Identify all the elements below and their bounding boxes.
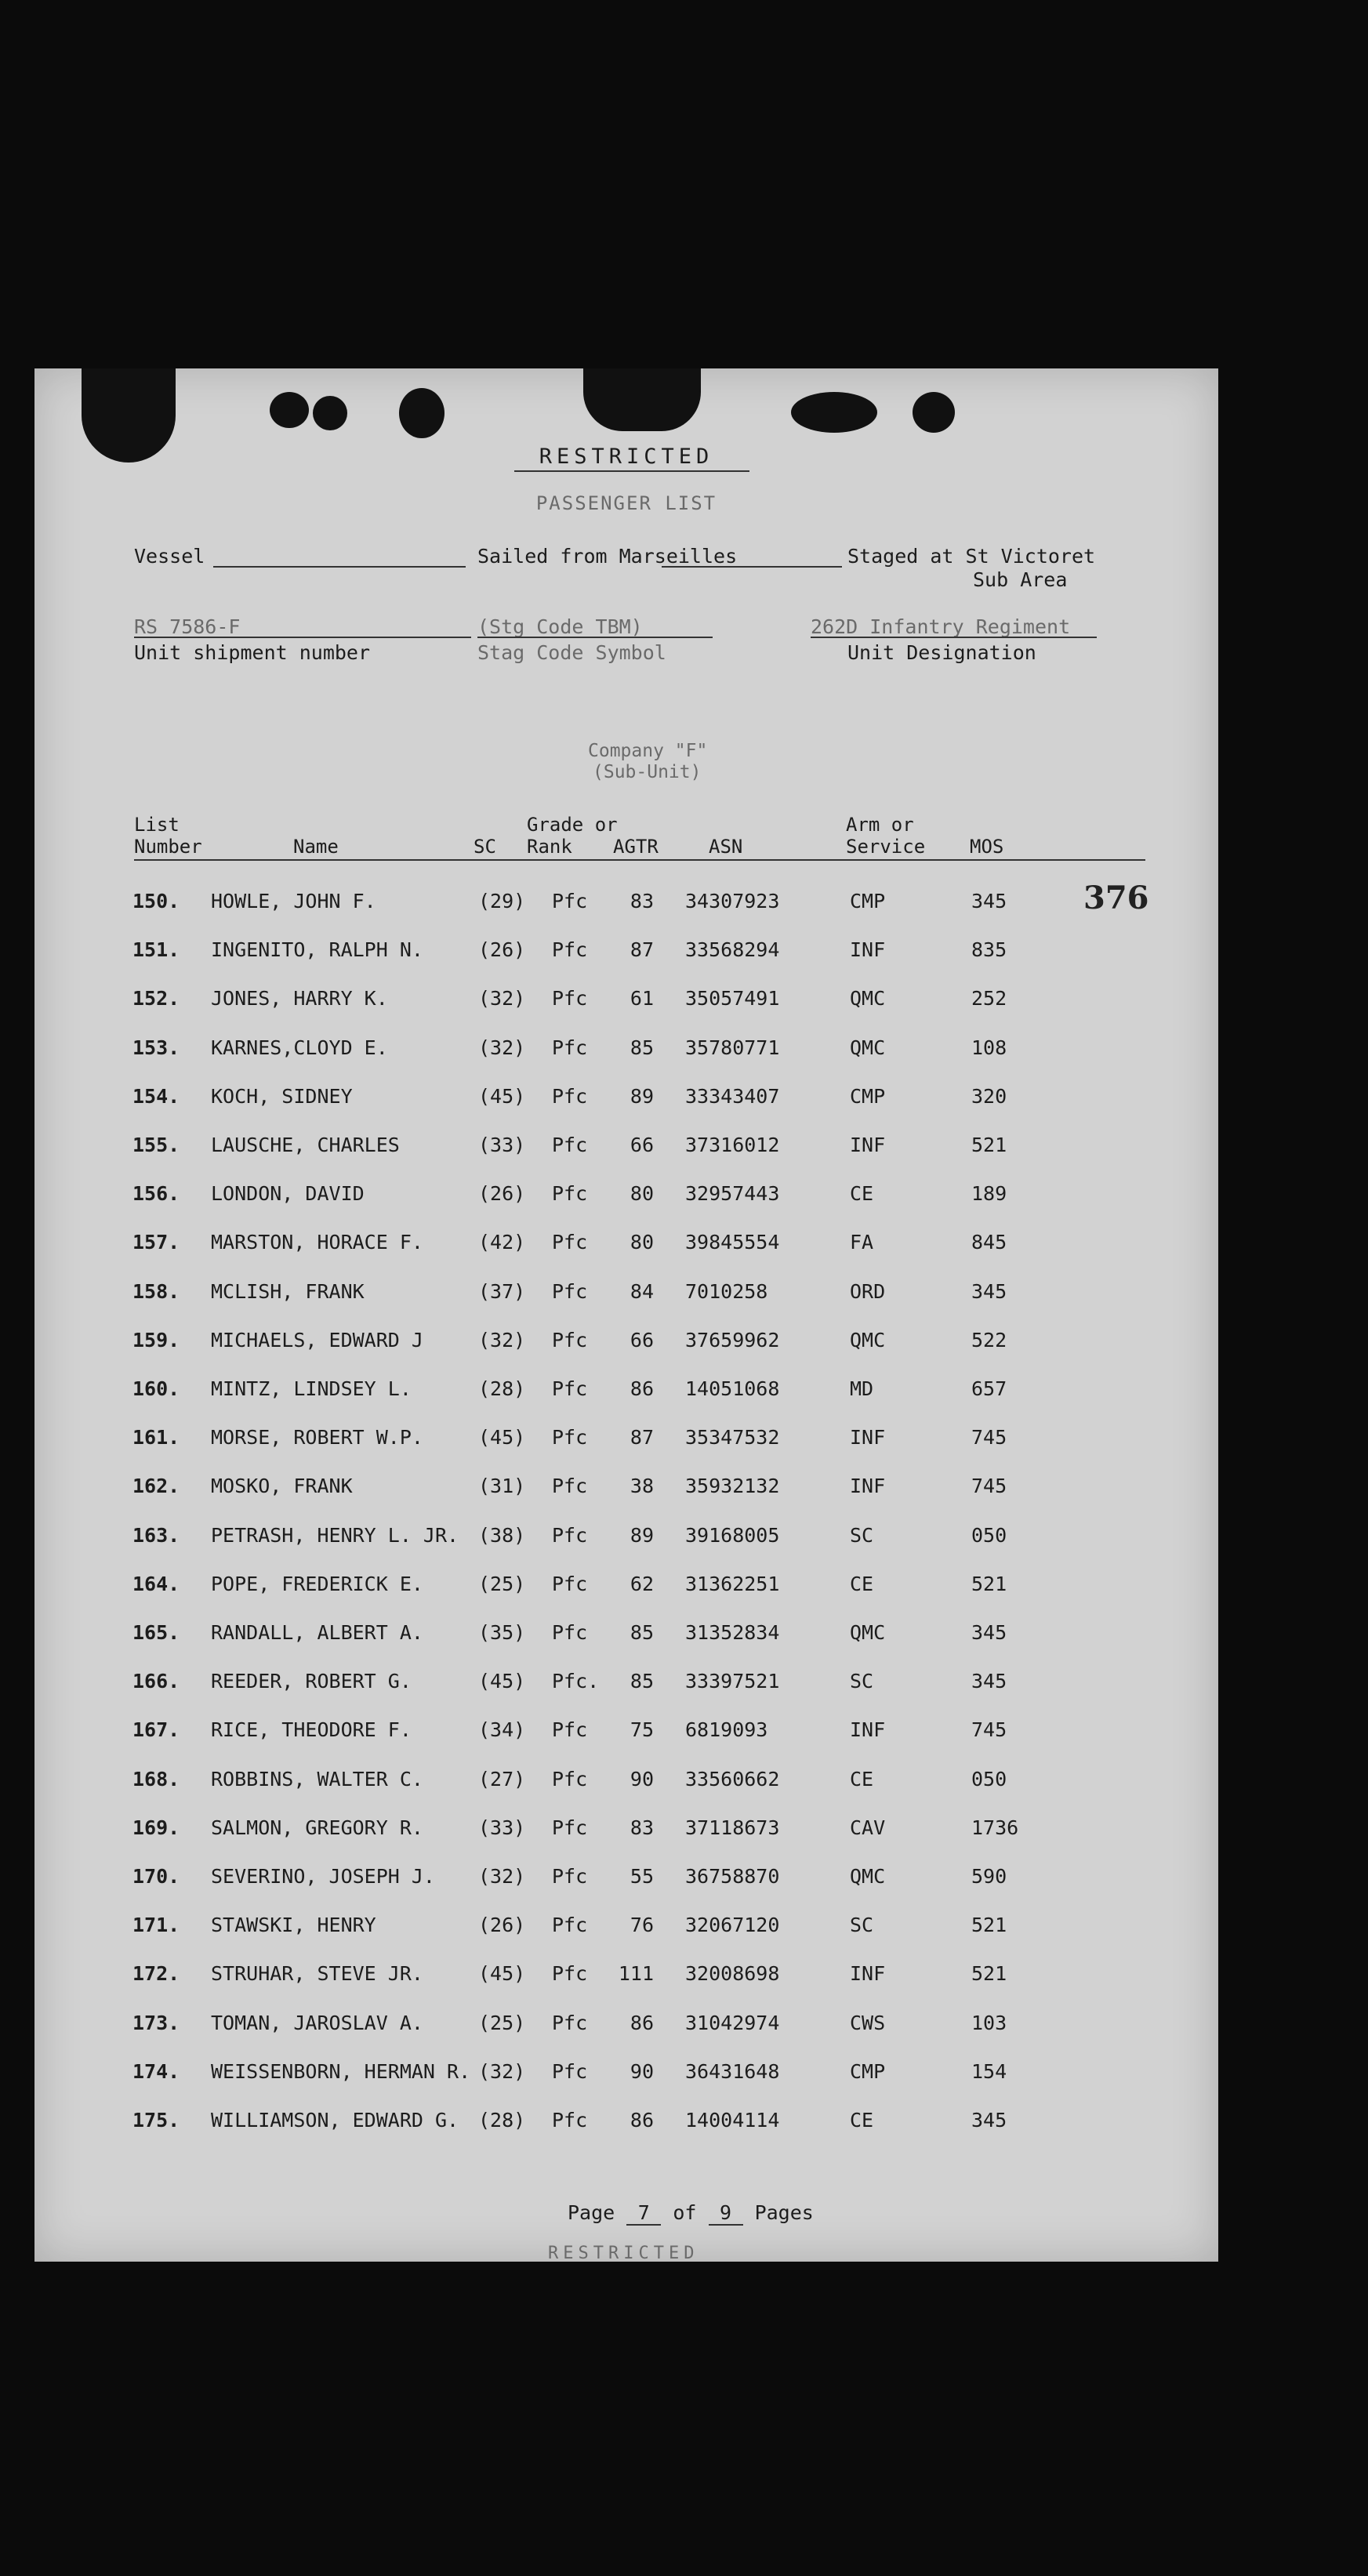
cell-name: LAUSCHE, CHARLES — [211, 1134, 400, 1156]
cell-sc: (26) — [478, 1914, 526, 1937]
cell-aptr: 89 — [630, 1523, 654, 1547]
cell-grade: Pfc — [552, 1426, 588, 1449]
staging-code-label: Stag Code Symbol — [477, 641, 666, 664]
cell-name: MARSTON, HORACE F. — [211, 1231, 423, 1254]
cell-arm: CAV — [850, 1816, 886, 1839]
sailed-from: Sailed from Marseilles — [477, 545, 738, 568]
staged-at-sub: Sub Area — [973, 568, 1068, 591]
cell-sc: (42) — [478, 1231, 526, 1254]
cell-num: 165. — [132, 1621, 180, 1644]
cell-asn: 6819093 — [685, 1718, 768, 1742]
cell-aptr: 66 — [630, 1328, 654, 1351]
cell-sc: (37) — [478, 1279, 526, 1303]
cell-arm: CE — [850, 1767, 874, 1791]
cell-asn: 37316012 — [685, 1134, 780, 1156]
table-row — [34, 2109, 1218, 2140]
cell-asn: 35057491 — [685, 987, 780, 1010]
cell-grade: Pfc — [552, 2011, 588, 2034]
table-row — [34, 2060, 1218, 2092]
cell-asn: 33560662 — [685, 1767, 780, 1791]
cell-num: 163. — [132, 1523, 180, 1547]
cell-asn: 32008698 — [685, 1962, 780, 1986]
cell-aptr: 85 — [630, 1670, 654, 1693]
cell-asn: 39845554 — [685, 1231, 780, 1254]
cell-num: 154. — [132, 1084, 180, 1108]
cell-grade: Pfc — [552, 1572, 588, 1595]
cell-sc: (32) — [478, 1865, 526, 1888]
cell-mos: 345 — [971, 890, 1007, 912]
cell-arm: QMC — [850, 987, 886, 1010]
cell-num: 155. — [132, 1134, 180, 1156]
cell-sc: (34) — [478, 1718, 526, 1742]
punch-hole — [791, 392, 877, 433]
cell-name: POPE, FREDERICK E. — [211, 1572, 423, 1595]
cell-arm: CE — [850, 1182, 874, 1206]
cell-asn: 7010258 — [685, 1279, 768, 1303]
punch-hole — [399, 388, 445, 438]
cell-grade: Pfc — [552, 2059, 588, 2083]
classification-header: RESTRICTED — [539, 444, 714, 469]
cell-num: 175. — [132, 2109, 180, 2132]
cell-asn: 31042974 — [685, 2011, 780, 2034]
cell-arm: INF — [850, 1475, 886, 1498]
cell-sc: (32) — [478, 1328, 526, 1351]
cell-mos: 521 — [971, 1572, 1007, 1595]
cell-sc: (45) — [478, 1084, 526, 1108]
table-row — [34, 1280, 1218, 1312]
cell-asn: 39168005 — [685, 1523, 780, 1547]
cell-mos: 345 — [971, 1621, 1007, 1644]
cell-grade: Pfc — [552, 1328, 588, 1351]
cell-sc: (35) — [478, 1621, 526, 1644]
table-row — [34, 1718, 1218, 1750]
cell-num: 171. — [132, 1914, 180, 1937]
cell-grade: Pfc — [552, 938, 588, 962]
cell-arm: CE — [850, 1572, 874, 1595]
bottom-classification: RESTRICTED — [548, 2244, 699, 2263]
cell-grade: Pfc — [552, 1231, 588, 1254]
cell-grade: Pfc — [552, 1182, 588, 1206]
cell-mos: 108 — [971, 1036, 1007, 1059]
cell-arm: CMP — [850, 890, 886, 912]
cell-grade: Pfc — [552, 1084, 588, 1108]
table-row — [34, 1085, 1218, 1116]
cell-aptr: 111 — [618, 1962, 654, 1986]
cell-asn: 33343407 — [685, 1084, 780, 1108]
table-row — [34, 1377, 1218, 1409]
cell-mos: 745 — [971, 1426, 1007, 1449]
cell-mos: 154 — [971, 2059, 1007, 2083]
cell-mos: 745 — [971, 1475, 1007, 1498]
cell-aptr: 87 — [630, 938, 654, 962]
col-mos: MOS — [970, 836, 1004, 858]
cell-name: MINTZ, LINDSEY L. — [211, 1377, 412, 1400]
unit-shipment-value: RS 7586-F — [134, 615, 241, 638]
unit-designation-label: Unit Designation — [847, 641, 1036, 664]
cell-num: 150. — [132, 890, 180, 912]
cell-num: 164. — [132, 1572, 180, 1595]
cell-grade: Pfc — [552, 1377, 588, 1400]
page-label: Page — [568, 2201, 615, 2224]
cell-aptr: 83 — [630, 1816, 654, 1839]
cell-asn: 32067120 — [685, 1914, 780, 1937]
cell-aptr: 90 — [630, 1767, 654, 1791]
cell-mos: 521 — [971, 1134, 1007, 1156]
cell-arm: CE — [850, 2109, 874, 2132]
cell-name: STAWSKI, HENRY — [211, 1914, 376, 1937]
table-row — [34, 1914, 1218, 1945]
cell-name: HOWLE, JOHN F. — [211, 890, 376, 912]
cell-name: MICHAELS, EDWARD J — [211, 1328, 423, 1351]
table-row — [34, 1329, 1218, 1360]
cell-mos: 345 — [971, 1670, 1007, 1693]
cell-name: PETRASH, HENRY L. JR. — [211, 1523, 459, 1547]
cell-grade: Pfc — [552, 987, 588, 1010]
cell-sc: (25) — [478, 1572, 526, 1595]
cell-grade: Pfc — [552, 890, 588, 912]
table-row — [34, 1962, 1218, 1994]
cell-grade: Pfc — [552, 1767, 588, 1791]
table-row — [34, 890, 1218, 921]
cell-asn: 31352834 — [685, 1621, 780, 1644]
cell-mos: 1736 — [971, 1816, 1019, 1839]
table-row — [34, 1816, 1218, 1848]
cell-arm: INF — [850, 1718, 886, 1742]
cell-mos: 050 — [971, 1767, 1007, 1791]
cell-num: 153. — [132, 1036, 180, 1059]
cell-grade: Pfc. — [552, 1670, 600, 1693]
cell-mos: 189 — [971, 1182, 1007, 1206]
punch-hole — [270, 392, 309, 428]
cell-num: 169. — [132, 1816, 180, 1839]
table-row — [34, 1621, 1218, 1653]
col-asn: ASN — [709, 836, 743, 858]
cell-aptr: 87 — [630, 1426, 654, 1449]
cell-sc: (25) — [478, 2011, 526, 2034]
cell-aptr: 80 — [630, 1182, 654, 1206]
cell-name: REEDER, ROBERT G. — [211, 1670, 412, 1693]
cell-num: 159. — [132, 1328, 180, 1351]
cell-num: 156. — [132, 1182, 180, 1206]
cell-grade: Pfc — [552, 2109, 588, 2132]
cell-name: RANDALL, ALBERT A. — [211, 1621, 423, 1644]
cell-aptr: 89 — [630, 1084, 654, 1108]
col-aptr: AGTR — [613, 836, 659, 858]
cell-mos: 521 — [971, 1962, 1007, 1986]
cell-name: SALMON, GREGORY R. — [211, 1816, 423, 1839]
cell-sc: (28) — [478, 1377, 526, 1400]
cell-arm: FA — [850, 1231, 874, 1254]
cell-aptr: 80 — [630, 1231, 654, 1254]
cell-num: 151. — [132, 938, 180, 962]
cell-num: 173. — [132, 2011, 180, 2034]
cell-arm: QMC — [850, 1328, 886, 1351]
cell-mos: 835 — [971, 938, 1007, 962]
cell-num: 162. — [132, 1475, 180, 1498]
document-page — [34, 368, 1218, 2262]
cell-asn: 37118673 — [685, 1816, 780, 1839]
cell-sc: (28) — [478, 2109, 526, 2132]
cell-sc: (45) — [478, 1426, 526, 1449]
punch-hole — [913, 392, 955, 433]
cell-num: 174. — [132, 2059, 180, 2083]
cell-name: RICE, THEODORE F. — [211, 1718, 412, 1742]
cell-mos: 657 — [971, 1377, 1007, 1400]
cell-aptr: 38 — [630, 1475, 654, 1498]
table-row — [34, 1475, 1218, 1506]
cell-sc: (38) — [478, 1523, 526, 1547]
cell-mos: 845 — [971, 1231, 1007, 1254]
cell-asn: 14051068 — [685, 1377, 780, 1400]
cell-grade: Pfc — [552, 1962, 588, 1986]
staging-code-value: (Stg Code TBM) — [477, 615, 643, 638]
cell-grade: Pfc — [552, 1036, 588, 1059]
cell-grade: Pfc — [552, 1523, 588, 1547]
cell-sc: (32) — [478, 2059, 526, 2083]
cell-grade: Pfc — [552, 1279, 588, 1303]
cell-asn: 34307923 — [685, 890, 780, 912]
cell-name: INGENITO, RALPH N. — [211, 938, 423, 962]
cell-asn: 35347532 — [685, 1426, 780, 1449]
table-row — [34, 1182, 1218, 1214]
company-subunit: (Sub-Unit) — [593, 762, 702, 782]
cell-asn: 36758870 — [685, 1865, 780, 1888]
cell-aptr: 84 — [630, 1279, 654, 1303]
cell-num: 161. — [132, 1426, 180, 1449]
cell-name: TOMAN, JAROSLAV A. — [211, 2011, 423, 2034]
cell-asn: 37659962 — [685, 1328, 780, 1351]
list-title: PASSENGER LIST — [535, 492, 717, 514]
cell-num: 152. — [132, 987, 180, 1010]
cell-aptr: 61 — [630, 987, 654, 1010]
col-name: Name — [293, 836, 339, 858]
cell-asn: 14004114 — [685, 2109, 780, 2132]
cell-grade: Pfc — [552, 1134, 588, 1156]
cell-sc: (29) — [478, 890, 526, 912]
cell-arm: CWS — [850, 2011, 886, 2034]
cell-mos: 522 — [971, 1328, 1007, 1351]
of-label: of — [673, 2201, 697, 2224]
cell-arm: INF — [850, 938, 886, 962]
cell-arm: INF — [850, 1962, 886, 1986]
cell-sc: (32) — [478, 1036, 526, 1059]
table-row — [34, 987, 1218, 1018]
table-row — [34, 1865, 1218, 1896]
cell-sc: (45) — [478, 1962, 526, 1986]
cell-name: JONES, HARRY K. — [211, 987, 388, 1010]
cell-aptr: 75 — [630, 1718, 654, 1742]
punch-hole — [583, 368, 701, 431]
col-sc: SC — [474, 836, 496, 858]
cell-mos: 050 — [971, 1523, 1007, 1547]
table-row — [34, 1768, 1218, 1799]
cell-grade: Pfc — [552, 1475, 588, 1498]
page-number: 7 — [626, 2201, 661, 2226]
cell-aptr: 66 — [630, 1134, 654, 1156]
cell-sc: (26) — [478, 938, 526, 962]
cell-num: 158. — [132, 1279, 180, 1303]
col-service: Service — [846, 836, 926, 858]
cell-mos: 345 — [971, 1279, 1007, 1303]
cell-aptr: 76 — [630, 1914, 654, 1937]
cell-aptr: 62 — [630, 1572, 654, 1595]
page-stamp-number: 376 — [1083, 880, 1149, 916]
cell-mos: 521 — [971, 1914, 1007, 1937]
cell-sc: (31) — [478, 1475, 526, 1498]
table-row — [34, 938, 1218, 970]
cell-num: 172. — [132, 1962, 180, 1986]
cell-num: 168. — [132, 1767, 180, 1791]
cell-asn: 33397521 — [685, 1670, 780, 1693]
cell-aptr: 90 — [630, 2059, 654, 2083]
cell-name: KARNES,CLOYD E. — [211, 1036, 388, 1059]
cell-aptr: 85 — [630, 1036, 654, 1059]
cell-asn: 33568294 — [685, 938, 780, 962]
col-grade: Grade or — [527, 814, 618, 836]
cell-arm: MD — [850, 1377, 874, 1400]
cell-arm: INF — [850, 1426, 886, 1449]
cell-sc: (26) — [478, 1182, 526, 1206]
cell-grade: Pfc — [552, 1718, 588, 1742]
cell-grade: Pfc — [552, 1914, 588, 1937]
col-list: List — [134, 814, 180, 836]
cell-asn: 36431648 — [685, 2059, 780, 2083]
table-row — [34, 1524, 1218, 1555]
cell-name: MCLISH, FRANK — [211, 1279, 365, 1303]
cell-aptr: 86 — [630, 1377, 654, 1400]
table-row — [34, 1670, 1218, 1701]
col-arm: Arm or — [846, 814, 914, 836]
table-row — [34, 1573, 1218, 1604]
cell-num: 166. — [132, 1670, 180, 1693]
cell-mos: 745 — [971, 1718, 1007, 1742]
cell-arm: QMC — [850, 1036, 886, 1059]
table-row — [34, 2012, 1218, 2043]
cell-name: KOCH, SIDNEY — [211, 1084, 353, 1108]
cell-arm: ORD — [850, 1279, 886, 1303]
cell-arm: SC — [850, 1670, 874, 1693]
cell-grade: Pfc — [552, 1621, 588, 1644]
cell-sc: (27) — [478, 1767, 526, 1791]
page-footer — [568, 2201, 814, 2226]
cell-asn: 35780771 — [685, 1036, 780, 1059]
vessel-label: Vessel — [134, 545, 205, 568]
cell-mos: 320 — [971, 1084, 1007, 1108]
cell-name: WEISSENBORN, HERMAN R. — [211, 2059, 471, 2083]
cell-name: ROBBINS, WALTER C. — [211, 1767, 423, 1791]
punch-hole — [313, 396, 347, 430]
cell-name: SEVERINO, JOSEPH J. — [211, 1865, 435, 1888]
cell-aptr: 86 — [630, 2109, 654, 2132]
cell-aptr: 83 — [630, 890, 654, 912]
cell-grade: Pfc — [552, 1816, 588, 1839]
unit-designation-value: 262D Infantry Regiment — [811, 615, 1071, 638]
cell-sc: (45) — [478, 1670, 526, 1693]
cell-num: 170. — [132, 1865, 180, 1888]
staged-at: Staged at St Victoret — [847, 545, 1096, 568]
cell-arm: SC — [850, 1523, 874, 1547]
cell-arm: SC — [850, 1914, 874, 1937]
cell-sc: (32) — [478, 987, 526, 1010]
cell-sc: (33) — [478, 1134, 526, 1156]
cell-num: 167. — [132, 1718, 180, 1742]
cell-grade: Pfc — [552, 1865, 588, 1888]
col-number: Number — [134, 836, 202, 858]
cell-asn: 35932132 — [685, 1475, 780, 1498]
cell-mos: 345 — [971, 2109, 1007, 2132]
table-row — [34, 1231, 1218, 1262]
col-rank: Rank — [527, 836, 572, 858]
cell-aptr: 86 — [630, 2011, 654, 2034]
cell-arm: INF — [850, 1134, 886, 1156]
pages-label: Pages — [754, 2201, 814, 2224]
cell-aptr: 85 — [630, 1621, 654, 1644]
cell-num: 160. — [132, 1377, 180, 1400]
company-name: Company "F" — [588, 741, 708, 761]
cell-arm: QMC — [850, 1621, 886, 1644]
cell-name: STRUHAR, STEVE JR. — [211, 1962, 423, 1986]
cell-asn: 32957443 — [685, 1182, 780, 1206]
cell-num: 157. — [132, 1231, 180, 1254]
cell-name: MORSE, ROBERT W.P. — [211, 1426, 423, 1449]
cell-asn: 31362251 — [685, 1572, 780, 1595]
cell-arm: QMC — [850, 1865, 886, 1888]
cell-sc: (33) — [478, 1816, 526, 1839]
cell-arm: CMP — [850, 1084, 886, 1108]
cell-name: MOSKO, FRANK — [211, 1475, 353, 1498]
cell-name: WILLIAMSON, EDWARD G. — [211, 2109, 459, 2132]
cell-aptr: 55 — [630, 1865, 654, 1888]
cell-mos: 590 — [971, 1865, 1007, 1888]
table-row — [34, 1426, 1218, 1457]
cell-arm: CMP — [850, 2059, 886, 2083]
cell-mos: 103 — [971, 2011, 1007, 2034]
cell-mos: 252 — [971, 987, 1007, 1010]
cell-name: LONDON, DAVID — [211, 1182, 365, 1206]
unit-shipment-label: Unit shipment number — [134, 641, 371, 664]
page-total: 9 — [709, 2201, 743, 2226]
table-row — [34, 1134, 1218, 1165]
table-row — [34, 1036, 1218, 1068]
